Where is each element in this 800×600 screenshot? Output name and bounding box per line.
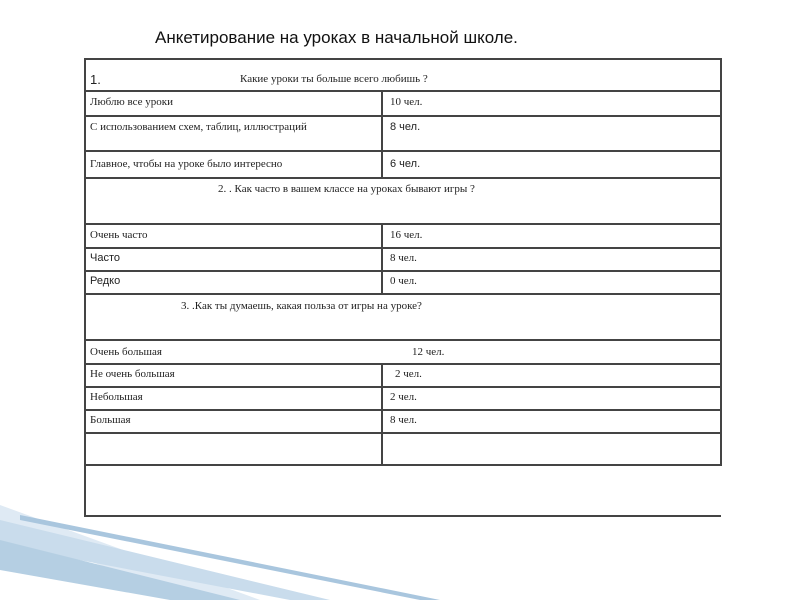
- answer-label: Часто: [90, 252, 120, 264]
- answer-value: 16 чел.: [390, 229, 423, 241]
- answer-label: Очень большая: [90, 346, 162, 358]
- answer-value: 8 чел.: [390, 121, 421, 133]
- answer-value: 2 чел.: [390, 391, 417, 403]
- page-title: Анкетирование на уроках в начальной школе.: [155, 28, 518, 47]
- question-1-number: 1.: [90, 72, 101, 87]
- answer-label: Небольшая: [90, 391, 143, 403]
- answer-label: С использованием схем, таблиц, иллюстраций: [90, 121, 307, 133]
- answer-label: Главное, чтобы на уроке было интересно: [90, 158, 283, 170]
- answer-label: Редко: [90, 275, 121, 287]
- answer-value: 8 чел.: [390, 414, 417, 426]
- question-2-text: 2. . Как часто в вашем классе на уроках бывают игры ?: [218, 183, 475, 195]
- answer-value: 0 чел.: [390, 275, 417, 287]
- question-3-text: 3. .Как ты думаешь, какая польза от игры на уроке?: [181, 300, 422, 312]
- answer-label: Большая: [90, 414, 131, 426]
- answer-value: 10 чел.: [390, 96, 423, 108]
- answer-label: Люблю все уроки: [90, 96, 173, 108]
- answer-label: Очень часто: [90, 229, 148, 241]
- answer-label: Не очень большая: [90, 368, 175, 380]
- answer-value: 6 чел.: [390, 158, 421, 170]
- answer-value: 12 чел.: [412, 346, 445, 358]
- answer-value: 2 чел.: [395, 368, 422, 380]
- answer-value: 8 чел.: [390, 252, 417, 264]
- question-1-text: Какие уроки ты больше всего любишь ?: [240, 73, 428, 85]
